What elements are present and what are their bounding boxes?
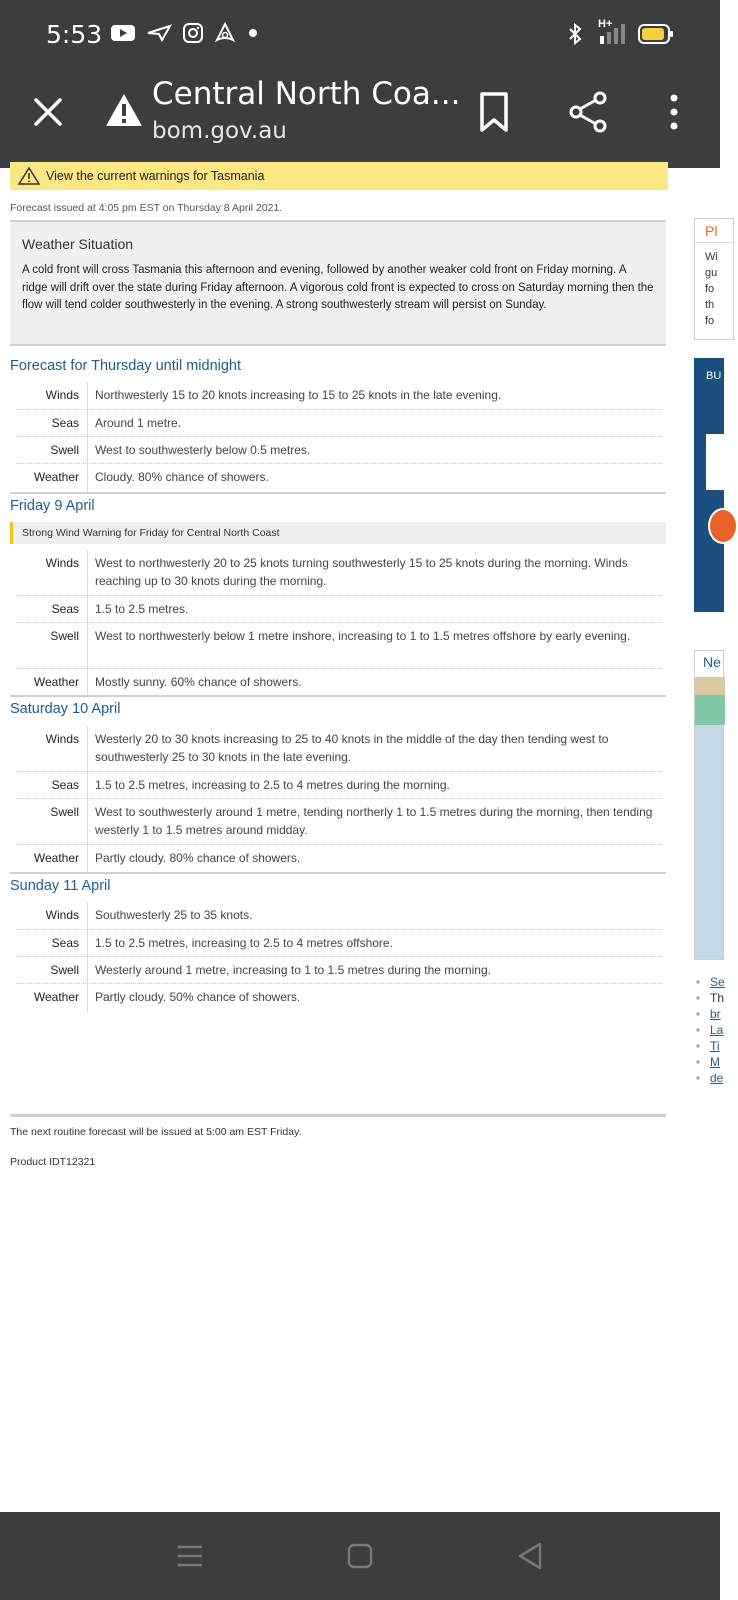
system-navigation-bar: [0, 1512, 720, 1600]
row-value: Around 1 metre.: [95, 416, 182, 430]
forecast-row: [16, 596, 662, 623]
side-panel-line: fo: [705, 315, 715, 327]
page-title: Central North Coa...: [152, 76, 461, 112]
row-label: Swell: [16, 437, 88, 463]
row-label: Winds: [16, 550, 88, 595]
row-label: Seas: [16, 410, 88, 436]
dot-icon: [246, 23, 260, 43]
warnings-banner[interactable]: [10, 162, 668, 190]
row-value: Southwesterly 25 to 35 knots.: [95, 908, 253, 922]
strong-wind-warning[interactable]: Strong Wind Warning for Friday for Central North Coast: [10, 522, 666, 544]
forecast-row: [16, 726, 662, 772]
forecast-row: [16, 623, 662, 669]
forecast-row: [16, 957, 662, 984]
row-label: Swell: [16, 623, 88, 668]
forecast-row: [16, 410, 662, 437]
forecast-row: [16, 669, 662, 697]
day-divider: [10, 695, 666, 697]
forecast-row: [16, 464, 662, 492]
weather-situation-heading: Weather Situation: [22, 236, 134, 252]
side-panel-title: Pl: [695, 219, 733, 243]
row-label: Winds: [16, 902, 88, 929]
row-value: Mostly sunny. 60% chance of showers.: [95, 675, 302, 689]
side-link[interactable]: • Se: [696, 974, 726, 990]
row-value: Partly cloudy. 80% chance of showers.: [95, 851, 301, 865]
row-value: Partly cloudy. 50% chance of showers.: [95, 990, 301, 1004]
next-forecast-text: The next routine forecast will be issued at 5:00 am EST Friday.: [10, 1126, 302, 1138]
side-link[interactable]: • br: [696, 1006, 726, 1022]
share-icon[interactable]: [566, 90, 610, 134]
row-value: West to northwesterly 20 to 25 knots turning southwesterly 15 to 25 knots during the morning. Winds reaching up to 30 knots during the morning.: [95, 556, 628, 588]
side-link: • Th: [696, 990, 726, 1006]
forecast-row: [16, 845, 662, 873]
recent-apps-icon[interactable]: [172, 1538, 208, 1574]
more-options-icon[interactable]: [656, 90, 692, 134]
side-promo-banner[interactable]: [694, 358, 724, 612]
day-divider: [10, 492, 666, 494]
side-panel-line: gu: [705, 267, 718, 279]
side-promo-graphic: [706, 434, 726, 490]
day-heading: Forecast for Thursday until midnight: [10, 358, 242, 374]
home-icon[interactable]: [342, 1538, 378, 1574]
forecast-row: [16, 799, 662, 845]
side-promo-button-icon[interactable]: [708, 508, 738, 544]
airbnb-icon: [214, 22, 236, 44]
row-value: 1.5 to 2.5 metres.: [95, 602, 189, 616]
side-map-panel[interactable]: [694, 650, 724, 960]
instagram-icon: [182, 22, 204, 44]
side-promo-label: BU: [706, 370, 722, 382]
row-value: Northwesterly 15 to 20 knots increasing to 15 to 25 knots in the late evening.: [95, 388, 502, 402]
day-divider: [10, 872, 666, 874]
forecast-row: [16, 550, 662, 596]
day-heading: Sunday 11 April: [10, 878, 111, 894]
bookmark-icon[interactable]: [474, 90, 514, 134]
forecast-row: [16, 772, 662, 799]
row-value: West to northwesterly below 1 metre inshore, increasing to 1 to 1.5 metres offshore by early evening.: [95, 629, 631, 643]
side-panel-line: Wi: [705, 251, 718, 263]
side-panel-line: th: [705, 299, 715, 311]
row-label: Weather: [16, 669, 88, 697]
row-value: 1.5 to 2.5 metres, increasing to 2.5 to 4 metres offshore.: [95, 936, 393, 950]
row-value: West to southwesterly around 1 metre, tending northerly 1 to 1.5 metres during the morning, then tending westerly 1 to 1.5 metres around midday.: [95, 805, 653, 837]
page-url[interactable]: bom.gov.au: [152, 118, 287, 144]
product-id: Product IDT12321: [10, 1156, 96, 1168]
notification-icons: [110, 22, 260, 44]
forecast-row: [16, 382, 662, 410]
forecast-row: [16, 930, 662, 957]
side-panel-box[interactable]: [694, 218, 734, 340]
row-value: West to southwesterly below 0.5 metres.: [95, 443, 311, 457]
system-icons: [566, 18, 674, 46]
row-label: Weather: [16, 984, 88, 1012]
row-value: Cloudy. 80% chance of showers.: [95, 470, 269, 484]
forecast-issued-text: Forecast issued at 4:05 pm EST on Thursday 8 April 2021.: [10, 202, 283, 214]
row-label: Winds: [16, 382, 88, 409]
row-label: Weather: [16, 845, 88, 873]
side-link[interactable]: • Ti: [696, 1038, 726, 1054]
row-label: Weather: [16, 464, 88, 492]
weather-situation-text: A cold front will cross Tasmania this afternoon and evening, followed by another weaker cold front on Friday morning. A ridge will drift over the state during Friday afternoon. A vigorous cold front is expected to cross on Saturday morning then the flow will tend colder southwesterly in the evening. A strong southwesterly stream will persist on Sunday.: [22, 264, 654, 311]
side-link[interactable]: • La: [696, 1022, 726, 1038]
forecast-row: [16, 437, 662, 464]
row-value: 1.5 to 2.5 metres, increasing to 2.5 to 4 metres during the morning.: [95, 778, 450, 792]
day-heading: Saturday 10 April: [10, 701, 121, 717]
row-label: Swell: [16, 799, 88, 844]
side-panel-line: fo: [705, 283, 715, 295]
network-label: H+: [598, 18, 613, 30]
day-heading: Friday 9 April: [10, 498, 95, 514]
close-icon[interactable]: [26, 90, 70, 134]
row-label: Seas: [16, 596, 88, 622]
forecast-row: [16, 902, 662, 930]
back-icon[interactable]: [512, 1538, 548, 1574]
side-links-list: [696, 974, 726, 1086]
row-label: Swell: [16, 957, 88, 983]
warning-triangle-icon: [18, 167, 40, 185]
row-label: Seas: [16, 930, 88, 956]
browser-toolbar: [0, 70, 720, 168]
youtube-icon: [110, 23, 136, 43]
forecast-row: [16, 984, 662, 1012]
row-label: Seas: [16, 772, 88, 798]
battery-icon: [638, 23, 674, 45]
not-secure-warning-icon[interactable]: [104, 92, 144, 128]
warnings-link[interactable]: View the current warnings for Tasmania: [46, 169, 265, 183]
status-bar: [0, 0, 720, 70]
map-region: [695, 695, 725, 725]
row-value: Westerly 20 to 30 knots increasing to 25 to 40 knots in the middle of the day then tending west to southwesterly 25 to 30 knots in the late evening.: [95, 732, 609, 764]
signal-icon: [594, 18, 628, 46]
row-label: Winds: [16, 726, 88, 771]
row-value: Westerly around 1 metre, increasing to 1 to 1.5 metres during the morning.: [95, 963, 491, 977]
weather-situation-box: [10, 220, 666, 346]
page-content: [0, 168, 725, 1512]
bluetooth-icon: [566, 22, 584, 46]
footer-divider: [10, 1114, 666, 1117]
side-link[interactable]: • de: [696, 1070, 726, 1086]
send-icon: [146, 23, 172, 43]
side-map-title: Ne: [695, 651, 723, 677]
side-link[interactable]: • M: [696, 1054, 726, 1070]
status-time: 5:53: [46, 20, 103, 49]
